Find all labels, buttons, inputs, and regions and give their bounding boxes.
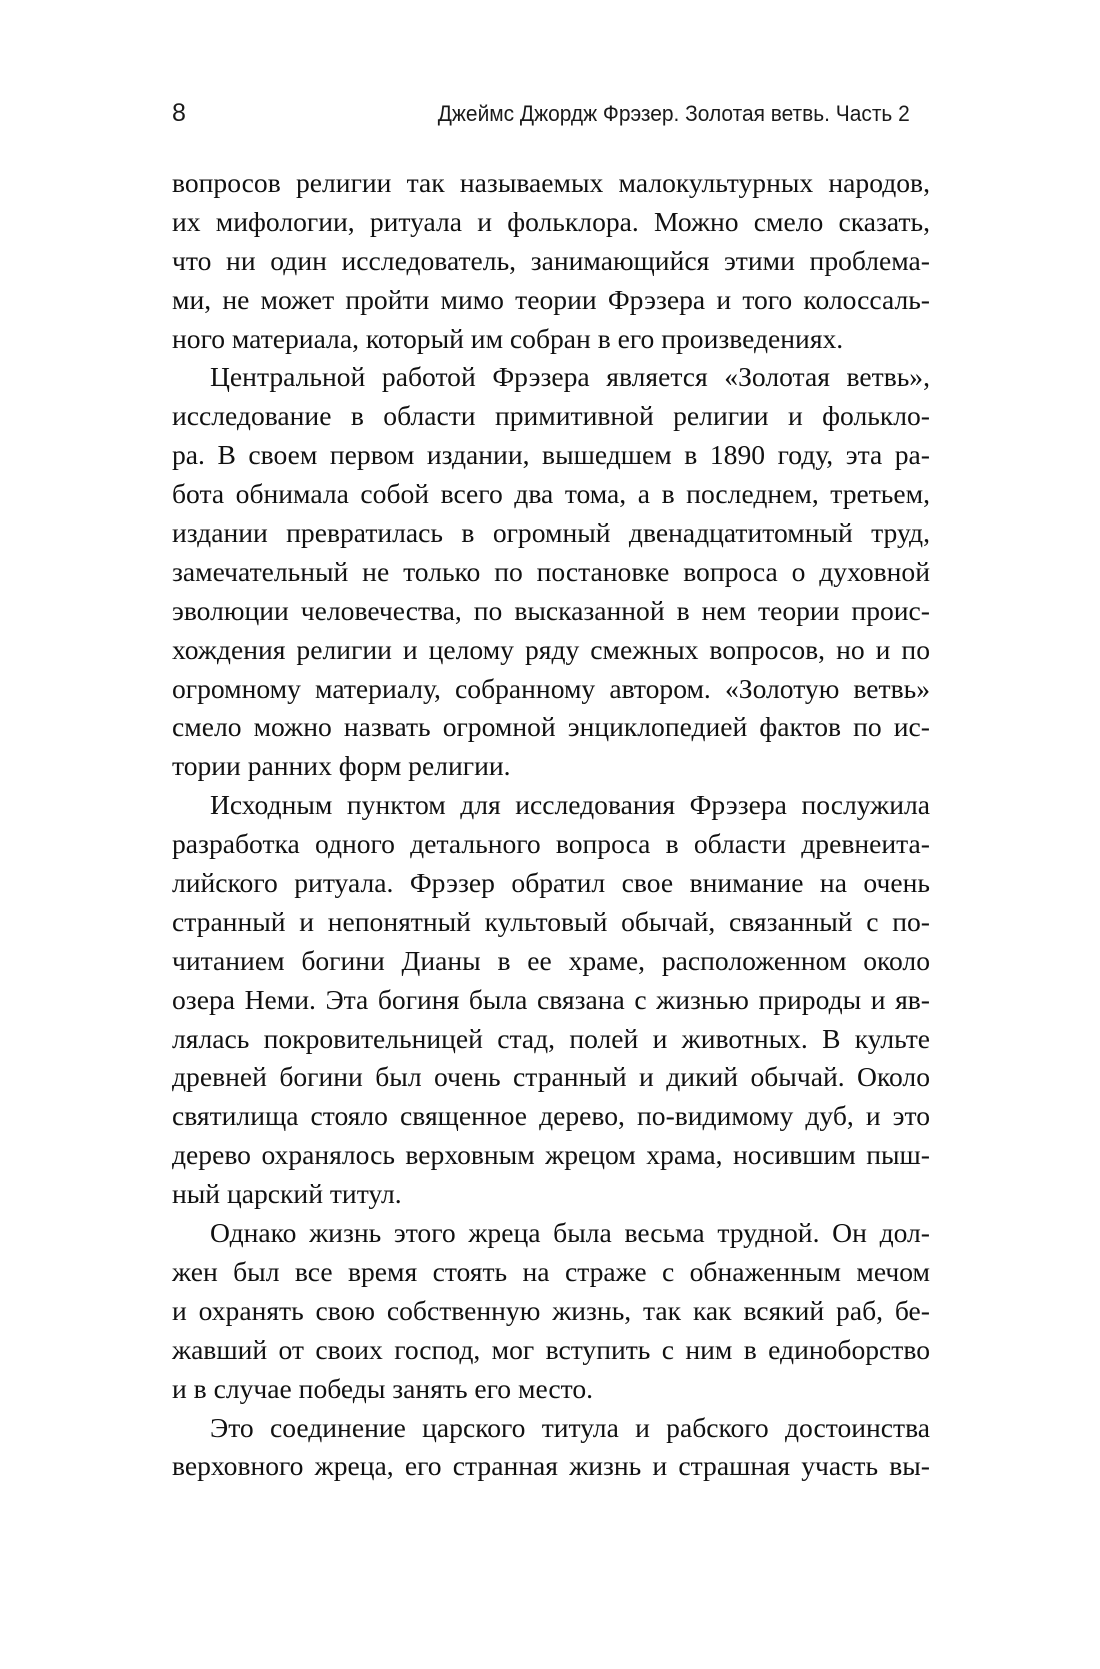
text-line (172, 553, 930, 592)
text-line (172, 825, 930, 864)
text-line-content: замечательный не только по постановке вопроса о духовной (172, 555, 930, 587)
page-number: 8 (172, 99, 186, 127)
text-line-content: лийского ритуала. Фрэзер обратил свое внимание на очень (172, 867, 930, 899)
text-line-content: лялась покровительницей стад, полей и животных. В культе (172, 1022, 930, 1054)
text-line (172, 1058, 930, 1097)
text-line-content: их мифологии, ритуала и фольклора. Можно смело сказать, (172, 205, 930, 237)
text-line (172, 242, 930, 281)
text-line-content: смело можно назвать огромной энциклопедией фактов по ис- (172, 711, 930, 743)
running-head-title: Джеймс Джордж Фрэзер. Золотая ветвь. Часть 2 (438, 101, 911, 126)
paragraph-indent (172, 1409, 210, 1448)
text-line-content: жен был все время стоять на страже с обнаженным мечом (172, 1255, 930, 1287)
text-line (172, 747, 930, 786)
text-line-content: святилища стояло священное дерево, по-видимому дуб, и это (172, 1100, 930, 1132)
text-line-content: дерево охранялось верховным жрецом храма, носившим пыш- (172, 1139, 930, 1171)
text-line (172, 592, 930, 631)
text-line-content: древней богини был очень странный и дикий обычай. Около (172, 1061, 930, 1093)
text-line-content: исследование в области примитивной религии и фолькло- (172, 400, 930, 432)
text-line (172, 436, 930, 475)
text-line (172, 670, 930, 709)
text-line-content: ми, не может пройти мимо теории Фрэзера и того колоссаль- (172, 283, 930, 315)
text-line (172, 1136, 930, 1175)
text-line-content: жавший от своих господ, мог вступить с ним в единоборство (172, 1333, 930, 1365)
text-line (172, 1175, 930, 1214)
text-line (172, 164, 930, 203)
text-line-content: верховного жреца, его странная жизнь и страшная участь вы- (172, 1450, 930, 1482)
text-line-content: озера Неми. Эта богиня была связана с жизнью природы и яв- (172, 983, 930, 1015)
text-line (172, 1292, 930, 1331)
text-line (172, 981, 930, 1020)
text-line (172, 320, 930, 359)
text-line-content: огромному материалу, собранному автором. «Золотую ветвь» (172, 672, 930, 704)
text-line (172, 475, 930, 514)
text-line-content: Это соединение царского титула и рабского достоинства (172, 1409, 930, 1448)
text-line-content: ный царский титул. (172, 1178, 402, 1210)
text-line (172, 1370, 930, 1409)
text-line-content: бота обнимала собой всего два тома, а в последнем, третьем, (172, 478, 930, 510)
text-line-content: странный и непонятный культовый обычай, связанный с по- (172, 905, 930, 937)
text-line-content: ного материала, который им собран в его произведениях. (172, 322, 844, 354)
text-line (172, 1331, 930, 1370)
paragraph-indent (172, 358, 210, 397)
text-line (172, 397, 930, 436)
paragraph-indent (172, 1214, 210, 1253)
text-line-content: читанием богини Дианы в ее храме, расположенном около (172, 944, 930, 976)
text-line (172, 1020, 930, 1059)
text-line-content: тории ранних форм религии. (172, 750, 511, 782)
text-line (172, 708, 930, 747)
paragraph-indent (172, 786, 210, 825)
text-line-content: Исходным пунктом для исследования Фрэзера послужила (172, 786, 930, 825)
text-line (172, 786, 930, 825)
text-line (172, 1214, 930, 1253)
text-line-content: разработка одного детального вопроса в области древнеита- (172, 828, 930, 860)
text-line (172, 514, 930, 553)
text-line-content: ра. В своем первом издании, вышедшем в 1890 году, эта ра- (172, 439, 930, 471)
text-line (172, 1253, 930, 1292)
text-line-content: хождения религии и целому ряду смежных вопросов, но и по (172, 633, 930, 665)
text-line-content: Центральной работой Фрэзера является «Золотая ветвь», (172, 358, 930, 397)
text-line-content: эволюции человечества, по высказанной в нем теории проис- (172, 594, 930, 626)
text-line-content: и в случае победы занять его место. (172, 1372, 594, 1404)
text-line (172, 1097, 930, 1136)
text-line (172, 203, 930, 242)
text-line-content: что ни один исследователь, занимающийся этими проблема- (172, 244, 930, 276)
text-line (172, 864, 930, 903)
text-line (172, 942, 930, 981)
text-line (172, 281, 930, 320)
text-line-content: издании превратилась в огромный двенадцатитомный труд, (172, 517, 930, 549)
text-line (172, 631, 930, 670)
text-line-content: и охранять свою собственную жизнь, так как всякий раб, бе- (172, 1294, 930, 1326)
text-line-content: вопросов религии так называемых малокультурных народов, (172, 167, 930, 198)
text-line (172, 358, 930, 397)
body-text-block (172, 164, 930, 1486)
text-line (172, 903, 930, 942)
text-line-content: Однако жизнь этого жреца была весьма трудной. Он дол- (172, 1214, 930, 1253)
text-line (172, 1409, 930, 1448)
text-line (172, 1447, 930, 1486)
running-head (172, 98, 928, 132)
